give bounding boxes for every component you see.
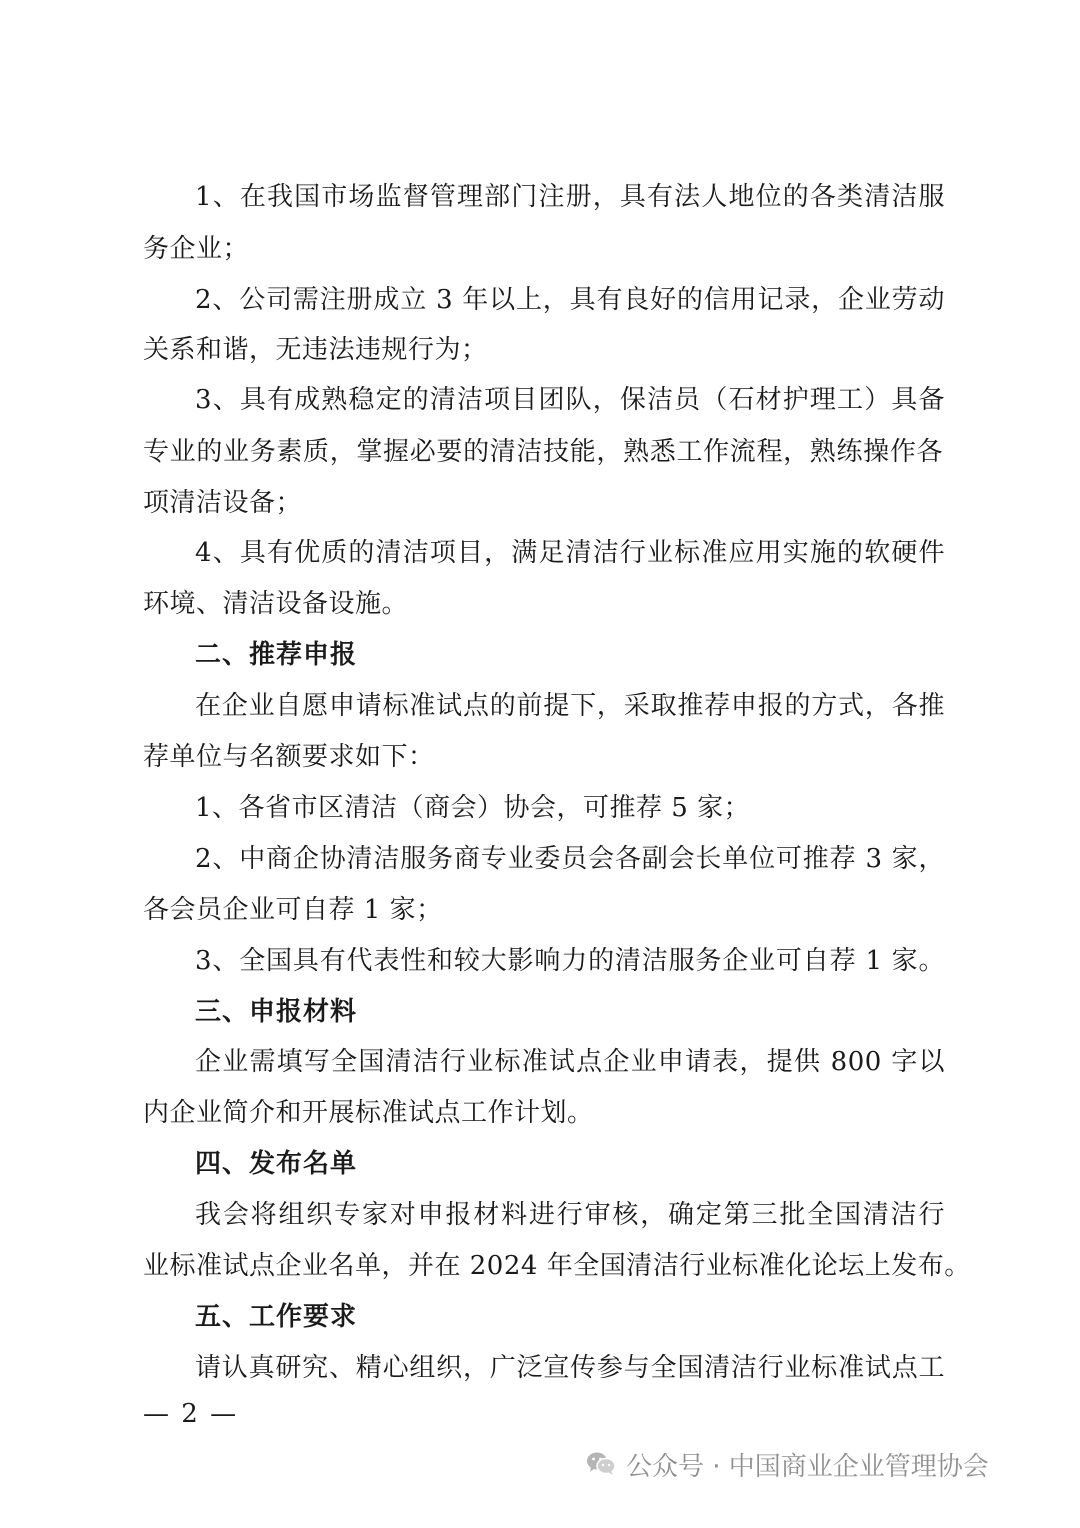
paragraph-line: 专业的业务素质，掌握必要的清洁技能，熟悉工作流程，熟练操作各 bbox=[143, 437, 943, 467]
watermark-text: 公众号 · 中国商业企业管理协会 bbox=[626, 1451, 989, 1482]
section-heading: 二、推荐申报 bbox=[195, 640, 358, 670]
paragraph-line: 3、全国具有代表性和较大影响力的清洁服务企业可自荐 1 家。 bbox=[195, 946, 945, 976]
paragraph-line: 请认真研究、精心组织，广泛宣传参与全国清洁行业标准试点工 bbox=[195, 1353, 945, 1383]
paragraph-line: 2、中商企协清洁服务商专业委员会各副会长单位可推荐 3 家， bbox=[195, 844, 945, 874]
paragraph-line: 荐单位与名额要求如下： bbox=[143, 742, 435, 772]
paragraph-line: 在企业自愿申请标准试点的前提下，采取推荐申报的方式，各推 bbox=[195, 691, 945, 721]
paragraph-line: 2、公司需注册成立 3 年以上，具有良好的信用记录，企业劳动 bbox=[195, 285, 945, 315]
paragraph-line: 我会将组织专家对申报材料进行审核，确定第三批全国清洁行 bbox=[195, 1200, 945, 1230]
paragraph-line: 业标准试点企业名单，并在 2024 年全国清洁行业标准化论坛上发布。 bbox=[143, 1251, 971, 1281]
paragraph-line: 务企业； bbox=[143, 234, 250, 264]
page-number: — 2 — bbox=[143, 1399, 239, 1429]
paragraph-line: 1、各省市区清洁（商会）协会，可推荐 5 家； bbox=[195, 793, 751, 823]
wechat-icon bbox=[586, 1451, 616, 1477]
paragraph-line: 关系和谐，无违法违规行为； bbox=[143, 335, 488, 365]
section-heading: 三、申报材料 bbox=[195, 997, 358, 1027]
paragraph-line: 3、具有成熟稳定的清洁项目团队，保洁员（石材护理工）具备 bbox=[195, 385, 945, 415]
paragraph-line: 各会员企业可自荐 1 家； bbox=[143, 895, 443, 925]
section-heading: 四、发布名单 bbox=[195, 1149, 358, 1179]
paragraph-line: 1、在我国市场监督管理部门注册，具有法人地位的各类清洁服 bbox=[195, 182, 945, 212]
paragraph-line: 4、具有优质的清洁项目，满足清洁行业标准应用实施的软硬件 bbox=[195, 538, 945, 568]
paragraph-line: 内企业简介和开展标准试点工作计划。 bbox=[143, 1098, 594, 1128]
watermark bbox=[586, 1442, 989, 1486]
paragraph-line: 企业需填写全国清洁行业标准试点企业申请表，提供 800 字以 bbox=[195, 1047, 945, 1077]
section-heading: 五、工作要求 bbox=[195, 1302, 358, 1332]
paragraph-line: 项清洁设备； bbox=[143, 488, 303, 518]
paragraph-line: 环境、清洁设备设施。 bbox=[143, 589, 409, 619]
